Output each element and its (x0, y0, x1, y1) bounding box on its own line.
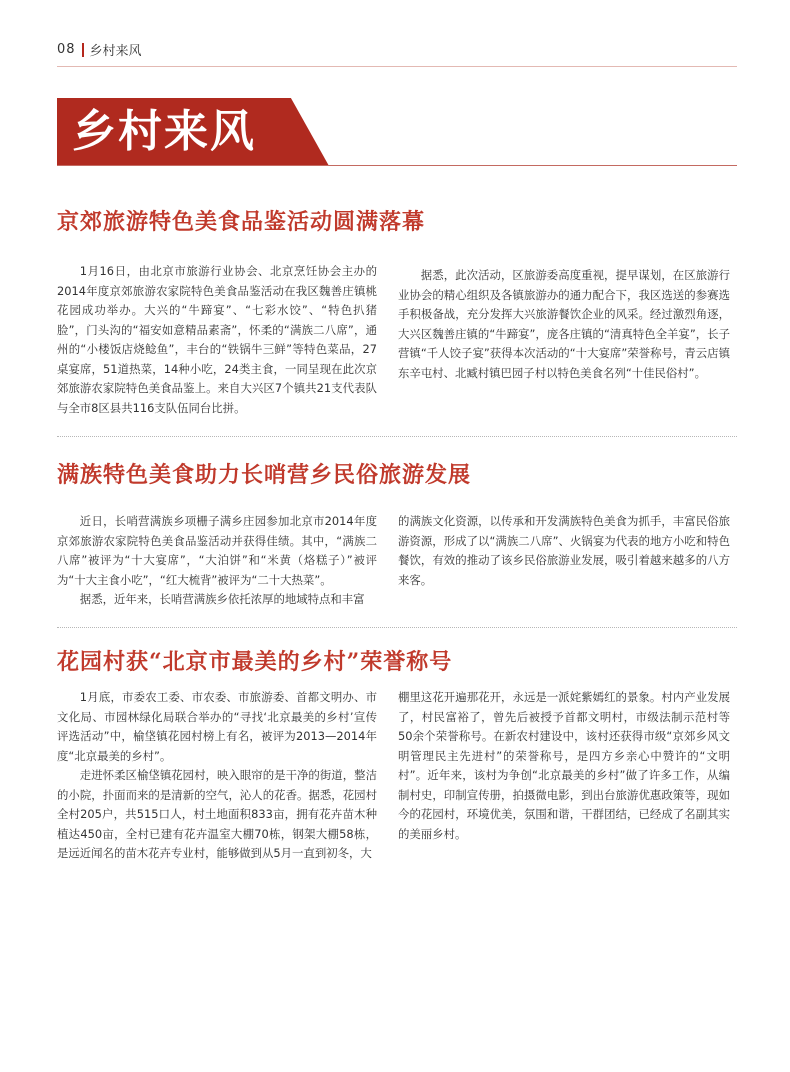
paragraph: 据悉，近年来，长哨营满族乡依托浓厚的地域特点和丰富 (79, 592, 365, 606)
article-1-right-column (398, 266, 730, 383)
article-1-left-column (57, 262, 377, 418)
article-title-3: 花园村获“北京市最美的乡村”荣誉称号 (57, 649, 453, 675)
paragraph: 1月16日，由北京市旅游行业协会、北京烹饪协会主办的2014年度京郊旅游农家院特色美食品鉴活动在我区魏善庄镇桃花园成功举办。大兴的“牛蹄宴”、“七彩水饺”、“特色扒猪脸”，门头沟的“福安如意精品素斋”，怀柔的“满族二八席”，通州的“小楼饭店烧鲶鱼”，丰台的“铁锅牛三鲜”等特色菜品，27桌宴席，51道热菜，14种小吃，24类主食，一同呈现在此次京郊旅游农家院特色美食品鉴上。来自大兴区7个镇共21支代表队与全市8区县共116支队伍同台比拼。 (57, 264, 377, 415)
article-3-left-column (57, 688, 377, 864)
article-title-2: 满族特色美食助力长哨营乡民俗旅游发展 (57, 462, 472, 488)
article-2-right-column (398, 512, 730, 590)
banner-rule (57, 165, 737, 166)
paragraph: 1月底，市委农工委、市农委、市旅游委、首都文明办、市文化局、市园林绿化局联合举办的“寻找‘北京最美的乡村’宣传评选活动”中，榆垡镇花园村榜上有名，被评为2013—2014年度“北京最美的乡村”。 (57, 690, 377, 763)
page-number: 08 (57, 42, 76, 57)
header-divider (82, 43, 84, 57)
banner-title: 乡村来风 (72, 106, 256, 157)
article-3-right-column (398, 688, 730, 844)
paragraph: 走进怀柔区榆垡镇花园村，映入眼帘的是干净的街道，整洁的小院，扑面而来的是清新的空气，沁人的花香。据悉，花园村全村205户，共515口人，村土地面积833亩，拥有花卉苗木种植达450亩，全村已建有花卉温室大棚70栋，钢架大棚58栋，是远近闻名的苗木花卉专业村，能够做到从5月一直到初冬，大 (57, 768, 377, 860)
article-2-left-column (57, 512, 377, 610)
paragraph: 棚里这花开遍那花开，永远是一派姹紫嫣红的景象。村内产业发展了，村民富裕了，曾先后被授予首都文明村，市级法制示范村等50余个荣誉称号。在新农村建设中，该村还获得市级“京郊乡风文明管理民主先进村”的荣誉称号，是四方乡亲心中赞许的“文明村”。近年来，该村为争创“北京最美的乡村”做了许多工作，从编制村史，印制宣传册，拍摄微电影，到出台旅游优惠政策等，现如今的花园村，环境优美，氛围和谐，干群团结，已经成了名副其实的美丽乡村。 (398, 690, 730, 841)
section-divider (57, 627, 737, 628)
paragraph: 据悉，此次活动，区旅游委高度重视，提早谋划，在区旅游行业协会的精心组织及各镇旅游办的通力配合下，我区选送的参赛选手积极备战，充分发挥大兴旅游餐饮企业的风采。经过激烈角逐，大兴区魏善庄镇的“牛蹄宴”，庞各庄镇的“清真特色全羊宴”，长子营镇“千人饺子宴”获得本次活动的“十大宴席”荣誉称号，青云店镇东辛屯村、北臧村镇巴园子村以特色美食名列“十佳民俗村”。 (398, 268, 730, 380)
paragraph: 的满族文化资源，以传承和开发满族特色美食为抓手，丰富民俗旅游资源，形成了以“满族二八席”、火锅宴为代表的地方小吃和特色餐饮，有效的推动了该乡民俗旅游业发展，吸引着越来越多的八方来客。 (398, 514, 730, 587)
article-title-1: 京郊旅游特色美食品鉴活动圆满落幕 (57, 209, 426, 235)
header-rule (57, 66, 737, 67)
running-header (57, 40, 142, 59)
section-divider (57, 436, 737, 437)
running-section-title: 乡村来风 (89, 44, 142, 59)
paragraph: 近日，长哨营满族乡项栅子满乡庄园参加北京市2014年度京郊旅游农家院特色美食品鉴活动并获得佳绩。其中，“满族二八席”被评为“十大宴席”，“大泊饼”和“米黄（烙糕子）”被评为“十大主食小吃”，“红大梳背”被评为“二十大热菜”。 (57, 514, 377, 587)
